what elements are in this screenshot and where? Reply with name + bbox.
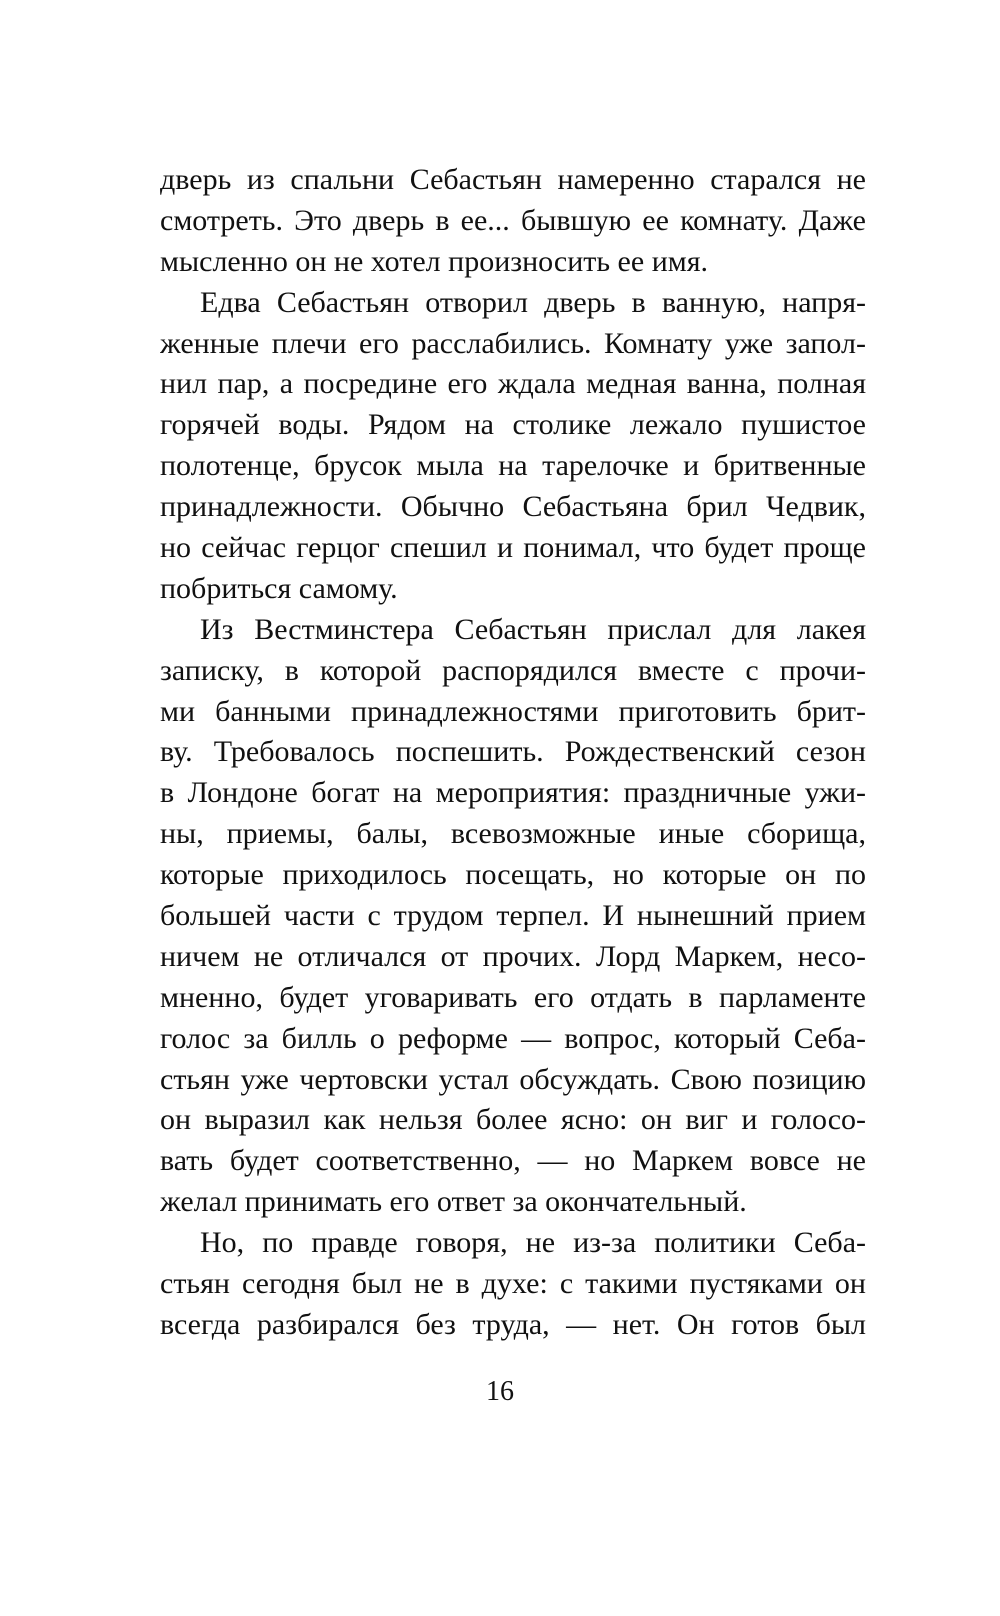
- text-line: стьян сегодня был не в духе: с такими пустяками он: [160, 1267, 866, 1301]
- text-line: ны, приемы, балы, всевозможные иные сборища,: [160, 817, 866, 851]
- text-line: ничем не отличался от прочих. Лорд Маркем, несо-: [160, 939, 866, 973]
- text-line: но сейчас герцог спешил и понимал, что будет проще: [160, 531, 866, 565]
- text-line: нил пар, а посредине его ждала медная ванна, полная: [160, 367, 866, 401]
- text-line: Но, по правде говоря, не из-за политики Себа-: [200, 1226, 866, 1260]
- text-line: смотреть. Это дверь в ее... бывшую ее комнату. Даже: [160, 203, 866, 237]
- text-line: ми банными принадлежностями приготовить брит-: [160, 694, 866, 728]
- text-line: побриться самому.: [160, 571, 398, 605]
- text-line: полотенце, брусок мыла на тарелочке и бритвенные: [160, 449, 866, 483]
- text-line: желал принимать его ответ за окончательный.: [160, 1185, 747, 1219]
- text-line: записку, в которой распорядился вместе с прочи-: [160, 653, 866, 687]
- text-line: в Лондоне богат на мероприятия: праздничные ужи-: [160, 776, 866, 810]
- text-line: стьян уже чертовски устал обсуждать. Свою позицию: [160, 1062, 866, 1096]
- text-line: голос за билль о реформе — вопрос, который Себа-: [160, 1021, 866, 1055]
- text-line: ву. Требовалось поспешить. Рождественский сезон: [160, 735, 866, 769]
- text-line: мысленно он не хотел произносить ее имя.: [160, 244, 709, 278]
- text-line: Из Вестминстера Себастьян прислал для лакея: [200, 612, 866, 646]
- text-line: женные плечи его расслабились. Комнату уже запол-: [160, 326, 866, 360]
- text-line: дверь из спальни Себастьян намеренно старался не: [160, 163, 866, 196]
- text-line: большей части с трудом терпел. И нынешний прием: [160, 899, 866, 933]
- text-line: всегда разбирался без труда, — нет. Он готов был: [160, 1307, 866, 1341]
- text-line: Едва Себастьян отворил дверь в ванную, напря-: [200, 285, 866, 319]
- body-text: [160, 160, 866, 1346]
- page-number: 16: [486, 1376, 514, 1407]
- text-line: вать будет соответственно, — но Маркем вовсе не: [160, 1144, 866, 1178]
- text-line: принадлежности. Обычно Себастьяна брил Чедвик,: [160, 490, 866, 524]
- text-line: он выразил как нельзя более ясно: он виг и голосо-: [160, 1103, 866, 1137]
- text-line: горячей воды. Рядом на столике лежало пушистое: [160, 408, 866, 442]
- text-line: которые приходилось посещать, но которые он по: [160, 858, 866, 892]
- text-line: мненно, будет уговаривать его отдать в парламенте: [160, 980, 866, 1014]
